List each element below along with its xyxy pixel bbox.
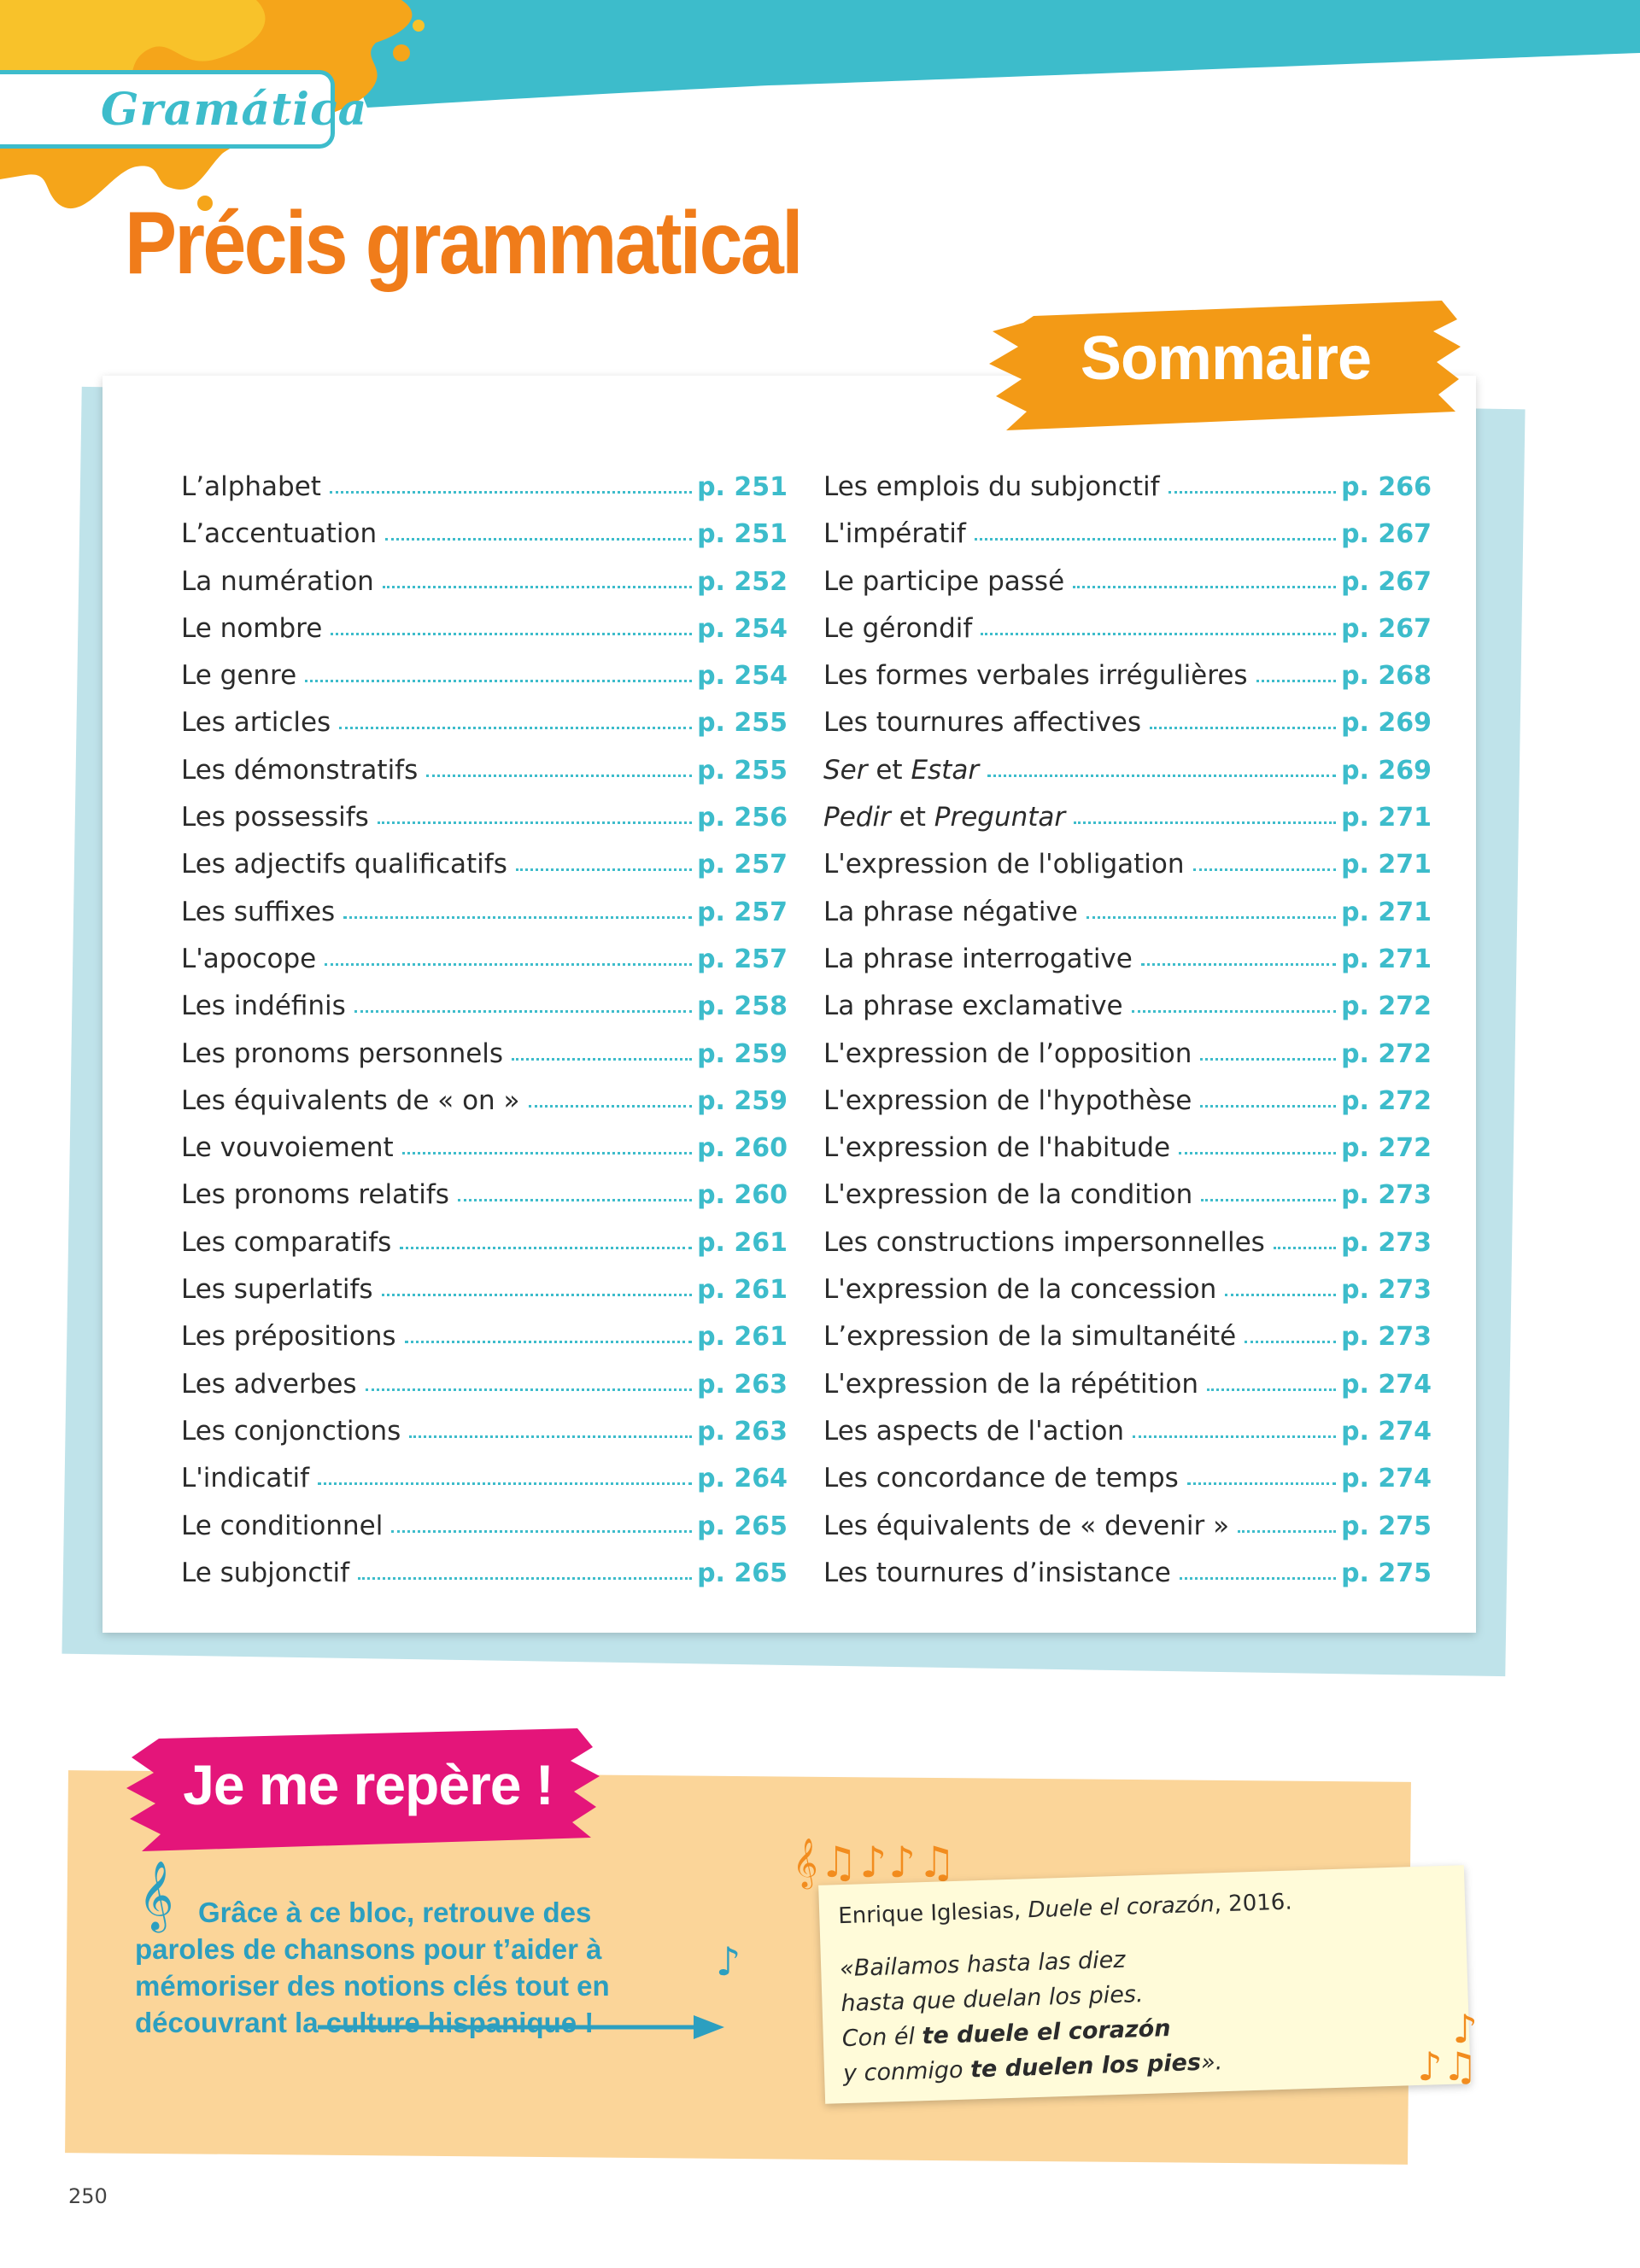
toc-entry-page: p. 261	[697, 1322, 788, 1353]
toc-entry-page: p. 271	[1341, 850, 1432, 880]
toc-entry-page: p. 275	[1341, 1511, 1432, 1541]
toc-entry-label-part: et	[890, 802, 934, 833]
section-tab	[0, 70, 368, 149]
toc-leader-dots	[318, 1482, 692, 1485]
toc-entry-label: Le participe passé	[823, 565, 1065, 597]
toc-entry-label: Le genre	[181, 660, 297, 692]
toc-leader-dots	[354, 1010, 692, 1013]
toc-entry-label: Les aspects de l'action	[823, 1415, 1125, 1447]
toc-entry-label: La phrase négative	[823, 896, 1078, 927]
toc-entry-label: L'expression de la répétition	[823, 1368, 1198, 1400]
toc-entry	[823, 1085, 1432, 1132]
toc-entry	[823, 944, 1432, 991]
lyrics-line: hasta que duelan los pies.	[840, 1981, 1144, 2018]
toc-entry	[823, 1416, 1432, 1463]
toc-leader-dots	[987, 775, 1336, 777]
toc-entry	[823, 660, 1432, 707]
toc-entry	[823, 613, 1432, 660]
toc-entry-label: Le nombre	[181, 612, 323, 644]
toc-entry-page: p. 260	[697, 1133, 788, 1164]
toc-entry-label	[823, 802, 1065, 833]
toc-column-left	[181, 471, 788, 1605]
toc-entry-label: L'expression de l'habitude	[823, 1132, 1171, 1164]
toc-entry	[181, 1511, 788, 1558]
toc-leader-dots	[383, 586, 692, 588]
toc-entry	[823, 897, 1432, 944]
lyrics-text: Con él	[841, 2023, 923, 2053]
toc-leader-dots	[1201, 1199, 1336, 1201]
toc-leader-dots	[975, 538, 1336, 541]
toc-entry-label: L’alphabet	[181, 471, 321, 502]
toc-entry-page: p. 272	[1341, 1038, 1432, 1069]
toc-entry-label: Les adjectifs qualificatifs	[181, 849, 507, 880]
toc-entry-label: Le conditionnel	[181, 1510, 384, 1541]
toc-entry-page: p. 255	[697, 755, 788, 786]
toc-leader-dots	[1074, 821, 1336, 824]
toc-entry-page: p. 251	[697, 472, 788, 502]
toc-leader-dots	[1132, 1010, 1336, 1013]
toc-entry-label: Les pronoms relatifs	[181, 1179, 449, 1211]
toc-entry	[181, 566, 788, 613]
toc-entry	[181, 1179, 788, 1226]
toc-leader-dots	[1179, 1152, 1336, 1154]
toc-entry-label: Les emplois du subjonctif	[823, 471, 1160, 502]
toc-entry-label: Les adverbes	[181, 1368, 357, 1400]
toc-entry-label: Le vouvoiement	[181, 1132, 394, 1164]
toc-entry-label: Les conjonctions	[181, 1415, 401, 1447]
lyrics-source	[838, 1890, 1292, 1930]
toc-leader-dots	[339, 727, 692, 729]
toc-entry-page: p. 265	[697, 1511, 788, 1541]
toc-entry-page: p. 275	[1341, 1558, 1432, 1588]
toc-leader-dots	[1180, 1577, 1336, 1580]
toc-entry-page: p. 271	[1341, 803, 1432, 833]
lyrics-text: y conmigo	[842, 2056, 971, 2088]
toc-entry	[181, 1416, 788, 1463]
toc-leader-dots	[330, 491, 692, 494]
toc-entry-label: Les pronoms personnels	[181, 1038, 504, 1069]
toc-entry	[823, 471, 1432, 518]
toc-entry	[181, 471, 788, 518]
toc-entry	[823, 755, 1432, 802]
toc-entry-page: p. 266	[1341, 472, 1432, 502]
toc-entry-page: p. 264	[697, 1464, 788, 1494]
toc-leader-dots	[1238, 1530, 1336, 1533]
lyrics-line: «Bailamos hasta las diez	[839, 1946, 1126, 1983]
toc-entry	[181, 1085, 788, 1132]
toc-entry-page: p. 273	[1341, 1322, 1432, 1353]
toc-entry-page: p. 254	[697, 661, 788, 692]
toc-entry	[181, 1274, 788, 1321]
toc-entry-label: La phrase exclamative	[823, 991, 1123, 1022]
lyrics-highlight: te duele el corazón	[922, 2015, 1171, 2050]
toc-entry-page: p. 258	[697, 991, 788, 1022]
toc-entry-label: Les équivalents de « on »	[181, 1084, 520, 1116]
toc-entry-label: L'impératif	[823, 518, 966, 550]
toc-entry-label: Les démonstratifs	[181, 754, 419, 786]
toc-leader-dots	[458, 1199, 692, 1201]
toc-entry-page: p. 257	[697, 850, 788, 880]
treble-clef-icon: 𝄞	[138, 1860, 174, 1930]
toc-entry-page: p. 268	[1341, 661, 1432, 692]
toc-entry-page: p. 273	[1341, 1275, 1432, 1306]
toc-entry-page: p. 261	[697, 1275, 788, 1306]
toc-entry-label: Les suffixes	[181, 896, 336, 927]
toc-entry	[181, 802, 788, 849]
toc-leader-dots	[409, 1435, 692, 1438]
toc-entry	[823, 1558, 1432, 1605]
toc-entry	[181, 897, 788, 944]
toc-entry-label: Le gérondif	[823, 612, 973, 644]
toc-leader-dots	[343, 916, 692, 919]
toc-entry-page: p. 273	[1341, 1227, 1432, 1258]
toc-entry-page: p. 256	[697, 803, 788, 833]
toc-leader-dots	[358, 1577, 692, 1580]
toc-leader-dots	[1274, 1247, 1336, 1249]
sommaire-heading: Sommaire	[1080, 324, 1372, 393]
lyrics-card	[818, 1865, 1471, 2104]
toc-entry-page: p. 274	[1341, 1369, 1432, 1400]
toc-entry	[823, 566, 1432, 613]
toc-leader-dots	[1200, 1105, 1336, 1108]
toc-leader-dots	[1187, 1482, 1336, 1485]
toc-leader-dots	[1207, 1388, 1336, 1391]
toc-entry-label-part: Pedir	[823, 802, 891, 833]
toc-leader-dots	[1256, 680, 1337, 682]
toc-entry-label: Les superlatifs	[181, 1274, 373, 1306]
toc-leader-dots	[331, 633, 692, 635]
toc-entry-label: Les tournures affectives	[823, 707, 1142, 739]
toc-entry-label: Les prépositions	[181, 1321, 396, 1353]
toc-entry	[181, 1038, 788, 1085]
toc-leader-dots	[400, 1247, 692, 1249]
toc-leader-dots	[981, 633, 1336, 635]
lyrics-lines	[840, 1939, 1223, 2091]
toc-leader-dots	[516, 868, 692, 871]
toc-entry	[181, 660, 788, 707]
toc-leader-dots	[1150, 727, 1336, 729]
toc-leader-dots	[1073, 586, 1336, 588]
toc-entry-label: L'expression de la condition	[823, 1179, 1193, 1211]
toc-entry-page: p. 252	[697, 566, 788, 597]
toc-entry	[823, 518, 1432, 565]
toc-leader-dots	[382, 1294, 693, 1296]
toc-entry-label: Les comparatifs	[181, 1226, 392, 1258]
toc-entry-label-part: Ser	[823, 754, 868, 786]
toc-entry-page: p. 261	[697, 1227, 788, 1258]
toc-leader-dots	[529, 1105, 693, 1108]
toc-entry	[823, 849, 1432, 896]
toc-entry-page: p. 272	[1341, 991, 1432, 1022]
toc-entry-label: L'expression de l’opposition	[823, 1038, 1192, 1069]
toc-entry-page: p. 272	[1341, 1085, 1432, 1116]
page-number: 250	[68, 2184, 108, 2208]
toc-entry-page: p. 254	[697, 613, 788, 644]
toc-entry-page: p. 269	[1341, 708, 1432, 739]
reper-description: Grâce à ce bloc, retrouve des paroles de chansons pour t’aider à mémoriser des notions clés tout en découvrant la culture hispanique !	[135, 1897, 610, 2038]
toc-entry-page: p. 273	[1341, 1180, 1432, 1211]
toc-entry	[181, 849, 788, 896]
toc-entry	[181, 991, 788, 1038]
toc-leader-dots	[1133, 1435, 1336, 1438]
toc-entry-page: p. 257	[697, 944, 788, 974]
toc-entry	[823, 1511, 1432, 1558]
toc-entry	[181, 613, 788, 660]
toc-leader-dots	[1225, 1294, 1336, 1296]
toc-entry-label-part: Preguntar	[934, 802, 1066, 833]
toc-leader-dots	[512, 1058, 692, 1061]
toc-entry-page: p. 267	[1341, 566, 1432, 597]
toc-leader-dots	[426, 775, 692, 777]
toc-entry-page: p. 259	[697, 1038, 788, 1069]
toc-entry	[823, 1179, 1432, 1226]
toc-entry	[181, 1463, 788, 1510]
toc-entry	[823, 991, 1432, 1038]
toc-entry-page: p. 251	[697, 519, 788, 550]
arrow-right-icon	[318, 2010, 728, 2044]
toc-entry-label: Les possessifs	[181, 802, 369, 833]
toc-entry-label	[823, 755, 979, 786]
toc-entry-page: p. 267	[1341, 519, 1432, 550]
toc-leader-dots	[1141, 963, 1336, 966]
toc-entry-page: p. 263	[697, 1416, 788, 1447]
toc-leader-dots	[1086, 916, 1336, 919]
lyrics-artist: Enrique Iglesias,	[837, 1897, 1028, 1930]
toc-entry-label: L'expression de l'hypothèse	[823, 1084, 1192, 1116]
toc-entry	[181, 755, 788, 802]
page-title: Précis grammatical	[125, 194, 801, 293]
toc-entry	[181, 1558, 788, 1605]
toc-entry-label: Les indéfinis	[181, 991, 346, 1022]
toc-entry-page: p. 272	[1341, 1133, 1432, 1164]
toc-entry-label: L’expression de la simultanéité	[823, 1321, 1237, 1353]
toc-leader-dots	[378, 821, 692, 824]
toc-entry	[181, 707, 788, 754]
toc-leader-dots	[325, 963, 692, 966]
lyrics-highlight: te duelen los pies	[969, 2049, 1202, 2084]
toc-entry-label: La phrase interrogative	[823, 943, 1133, 974]
toc-entry	[823, 707, 1432, 754]
toc-entry-label: L'expression de la concession	[823, 1274, 1217, 1306]
toc-entry	[823, 1038, 1432, 1085]
toc-entry-page: p. 269	[1341, 755, 1432, 786]
toc-entry-label: Les équivalents de « devenir »	[823, 1510, 1230, 1541]
toc-entry	[823, 1321, 1432, 1368]
toc-leader-dots	[391, 1530, 692, 1533]
toc-entry-label: Les concordance de temps	[823, 1463, 1179, 1494]
toc-entry	[181, 1132, 788, 1179]
toc-entry-label: Les articles	[181, 707, 331, 739]
toc-entry	[823, 802, 1432, 849]
toc-leader-dots	[385, 538, 692, 541]
toc-entry	[823, 1274, 1432, 1321]
toc-leader-dots	[305, 680, 692, 682]
toc-entry	[823, 1369, 1432, 1416]
toc-entry-label: Les formes verbales irrégulières	[823, 660, 1248, 692]
toc-entry-page: p. 274	[1341, 1416, 1432, 1447]
toc-entry	[181, 944, 788, 991]
toc-entry-label: L’accentuation	[181, 518, 378, 550]
toc-entry-label-part: Estar	[911, 754, 980, 786]
toc-entry-page: p. 255	[697, 708, 788, 739]
toc-leader-dots	[366, 1388, 693, 1391]
lyrics-text: ».	[1200, 2049, 1223, 2076]
toc-entry-label: Les constructions impersonnelles	[823, 1226, 1265, 1258]
lyrics-year: , 2016.	[1214, 1889, 1293, 1918]
toc-entry	[181, 1227, 788, 1274]
toc-entry-page: p. 271	[1341, 897, 1432, 927]
music-note-icon: ♪	[716, 1938, 741, 1984]
music-notes-icon: ♪ ♪♫	[1417, 2006, 1478, 2090]
toc-entry-page: p. 263	[697, 1369, 788, 1400]
toc-leader-dots	[1193, 868, 1337, 871]
toc-leader-dots	[1168, 491, 1337, 494]
toc-entry-label: L'apocope	[181, 943, 317, 974]
lyrics-song: Duele el corazón	[1027, 1891, 1215, 1924]
toc-entry	[181, 1321, 788, 1368]
music-notes-icon: 𝄞♫♪♪♫	[793, 1838, 958, 1887]
toc-entry	[181, 518, 788, 565]
section-tab-label: Gramática	[101, 83, 368, 136]
toc-leader-dots	[402, 1152, 692, 1154]
toc-entry-page: p. 257	[697, 897, 788, 927]
toc-entry-page: p. 267	[1341, 613, 1432, 644]
toc-entry	[823, 1463, 1432, 1510]
toc-entry-label: La numération	[181, 565, 374, 597]
toc-entry-page: p. 271	[1341, 944, 1432, 974]
toc-entry-label: L'indicatif	[181, 1463, 310, 1494]
toc-entry-label-part: et	[867, 754, 911, 786]
toc-leader-dots	[405, 1341, 693, 1343]
toc-entry-label: Les tournures d’insistance	[823, 1557, 1171, 1588]
toc-column-right	[823, 471, 1432, 1605]
toc-entry	[823, 1227, 1432, 1274]
toc-entry-page: p. 265	[697, 1558, 788, 1588]
toc-entry-page: p. 260	[697, 1180, 788, 1211]
toc-entry-page: p. 274	[1341, 1464, 1432, 1494]
toc-entry	[823, 1132, 1432, 1179]
toc-entry-page: p. 259	[697, 1085, 788, 1116]
reper-heading: Je me repère !	[183, 1753, 554, 1816]
toc-entry	[181, 1369, 788, 1416]
toc-leader-dots	[1200, 1058, 1336, 1061]
toc-entry-label: L'expression de l'obligation	[823, 849, 1185, 880]
toc-leader-dots	[1245, 1341, 1336, 1343]
toc-entry-label: Le subjonctif	[181, 1557, 350, 1588]
